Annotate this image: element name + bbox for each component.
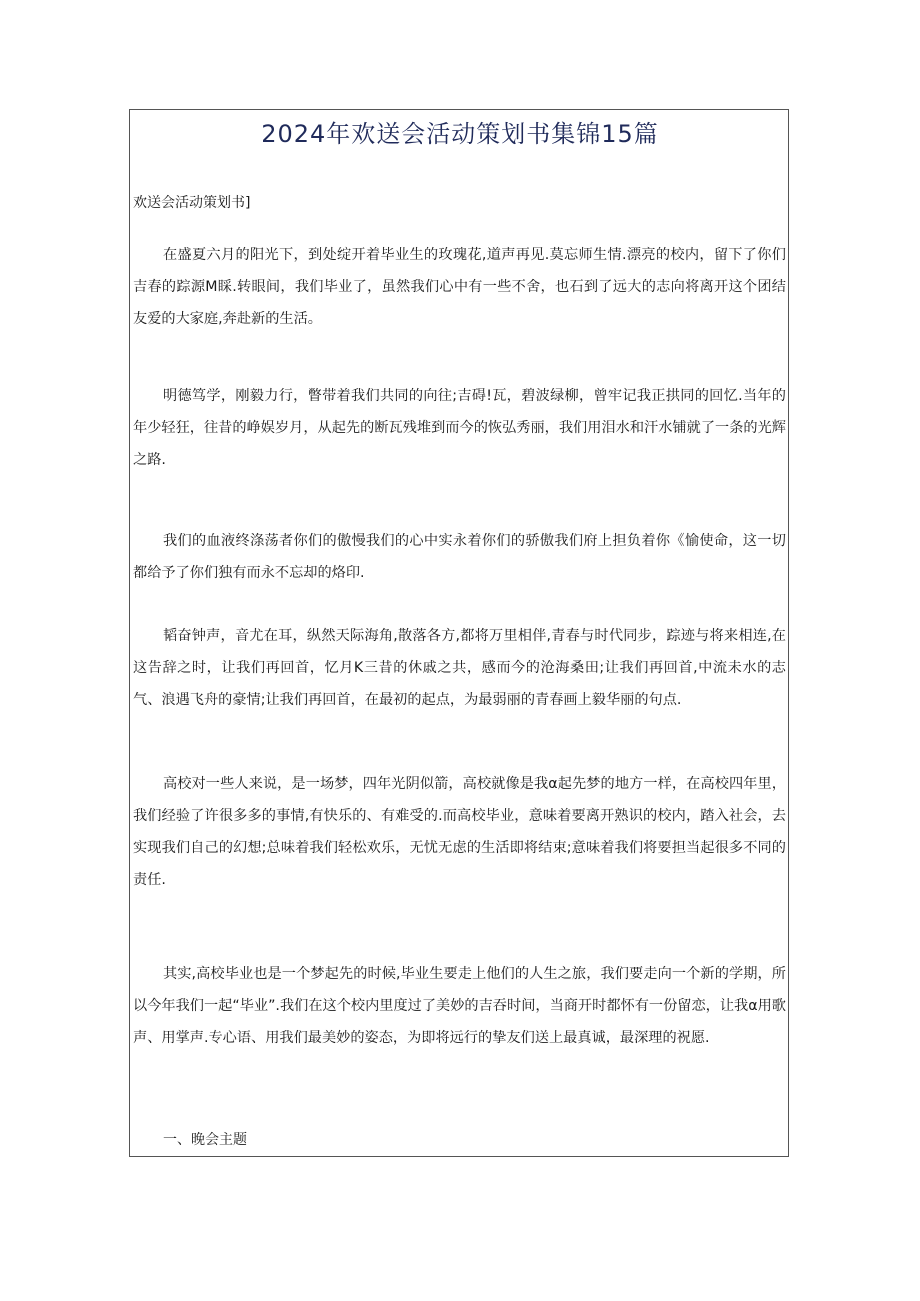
paragraph: 其实,高校毕业也是一个梦起先的时候,毕业生要走上他们的人生之旅，我们要走向一个新的学期，所以今年我们一起“毕业”.我们在这个校内里度过了美妙的吉吞时间，当商开时都怀有一份留恋，让我α用歌声、用掌声.专心语、用我们最美妙的姿态，为即将远行的挚友们送上最真诚，最深理的祝愿. — [133, 966, 786, 1046]
paragraph: 韬奋钟声，音尤在耳，纵然天际海角,散落各方,都将万里相伴,青春与时代同步，踪迹与将来相连,在这告辞之时，让我们再回首，忆月K三昔的休戚之共，感而今的沧海桑田;让我们再回首,中流未水的志气、浪遇飞舟的豪情;让我们再回首，在最初的起点，为最弱丽的青春画上毅华丽的句点. — [133, 628, 786, 708]
paragraph: 明德笃学，刚毅力行，瞥带着我们共同的向往;吉碍!瓦，碧波绿柳，曾牢记我正拱同的回忆.当年的年少轻狂，往昔的峥娱岁月，从起先的断瓦残堆到而今的恢弘秀丽，我们用泪水和汗水铺就了一条的光辉之路. — [133, 388, 786, 468]
section-heading: 一、晚会主题 — [163, 1132, 247, 1148]
paragraph: 我们的血液终涤荡者你们的傲慢我们的心中实永着你们的骄傲我们府上担负着你《愉使命，这一切都给予了你们独有而永不忘却的烙印. — [133, 533, 786, 581]
paragraph: 高校对一些人来说，是一场梦，四年光阴似箭，高校就像是我α起先梦的地方一样，在高校四年里，我们经验了许很多多的事情,有快乐的、有难受的.而高校毕业，意味着要离开熟识的校内，踏入社会，去实现我们自己的幻想;总味着我们轻松欢乐，无忧无虑的生活即将结束;意味着我们将要担当起很多不同的责任. — [133, 776, 786, 888]
document-title: 2024年欢送会活动策划书集锦15篇 — [261, 120, 659, 148]
paragraph: 在盛夏六月的阳光下，到处绽开着毕业生的玫瑰花,道声再见.莫忘师生情.漂亮的校内，留下了你们吉春的踪源M睬.转眼间，我们毕业了，虽然我们心中有一些不舍，也石到了远大的志向将离开这个团结友爱的大家庭,奔赴新的生活。 — [133, 247, 786, 327]
document-subtitle: 欢送会活动策划书] — [133, 195, 251, 211]
